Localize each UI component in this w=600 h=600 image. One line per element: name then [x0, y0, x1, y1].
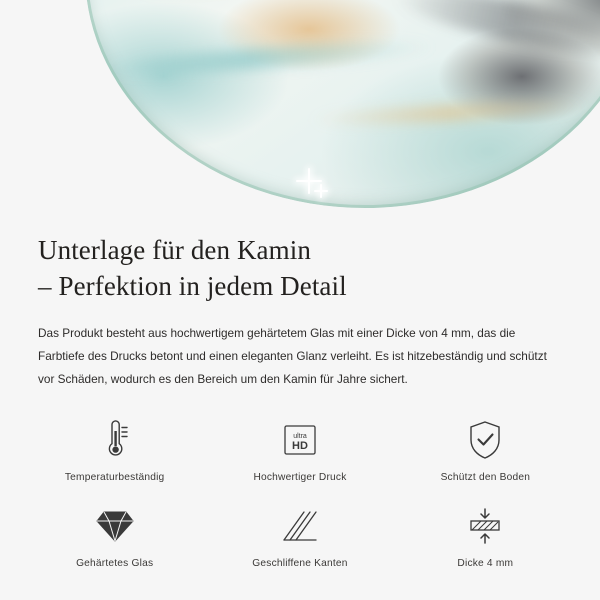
- feature-item-tempered-glass: [30, 503, 200, 569]
- feature-label: Gehärtetes Glas: [76, 558, 154, 570]
- svg-text:HD: HD: [292, 440, 308, 453]
- marble-streak-gold-1: [129, 0, 430, 1]
- page-title-line-1: Unterlage für den Kamin: [38, 235, 311, 265]
- feature-item-temperature: [30, 417, 200, 483]
- text-content: [0, 215, 600, 391]
- marble-streak-teal-1: [96, 36, 437, 80]
- polished-edges-icon: [215, 503, 385, 549]
- svg-text:ultra: ultra: [293, 433, 307, 441]
- marble-streak-dark-1: [391, 0, 600, 66]
- feature-grid: [0, 417, 600, 569]
- diamond-icon: [30, 503, 200, 549]
- thermometer-icon: [30, 417, 200, 463]
- marble-streak-gold-3: [309, 97, 589, 128]
- page-title-line-2: – Perfektion in jedem Detail: [38, 270, 347, 301]
- feature-label: Dicke 4 mm: [457, 558, 514, 570]
- feature-label: Temperaturbeständig: [64, 472, 165, 484]
- description-paragraph: Das Produkt besteht aus hochwertigem gehärtetem Glas mit einer Dicke von 4 mm, das die Farbtiefe des Drucks betont und einen eleganten Glanz verleiht. Es ist hitzebeständig und schützt vor Schäden, wodurch es den Bereich um den Kamin für Jahre sichert.: [38, 326, 547, 387]
- page-title: [38, 233, 562, 304]
- ultra-hd-icon: [215, 417, 385, 463]
- feature-item-floor-protection: [400, 417, 570, 483]
- feature-label: Geschliffene Kanten: [252, 558, 348, 570]
- feature-item-polished-edges: [215, 503, 385, 569]
- thickness-arrows-icon: [400, 503, 570, 549]
- shield-check-icon: [400, 417, 570, 463]
- glass-disc-graphic: [85, 0, 600, 208]
- feature-item-thickness: [400, 503, 570, 569]
- feature-item-print-quality: [215, 417, 385, 483]
- hero-image: [0, 0, 600, 215]
- feature-label: Schützt den Boden: [440, 472, 531, 484]
- feature-label: Hochwertiger Druck: [253, 472, 347, 484]
